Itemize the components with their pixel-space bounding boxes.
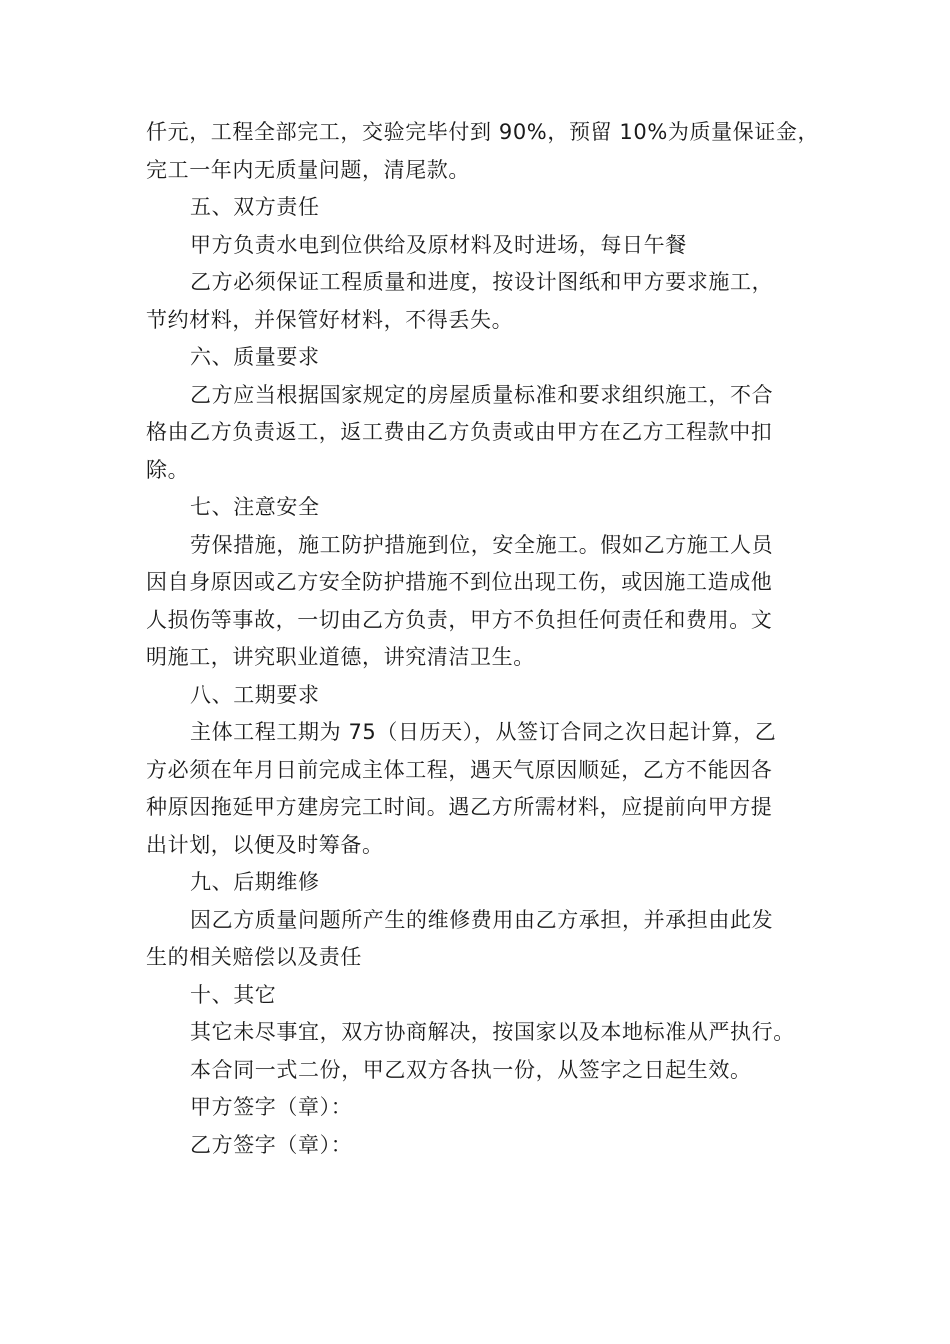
paragraph-5a xyxy=(146,227,826,265)
section-heading-9 xyxy=(146,864,826,902)
paragraph-10b xyxy=(146,1052,826,1090)
paragraph-9a-continued xyxy=(146,939,826,977)
text-line: 方必须在年月日前完成主体工程，遇天气原因顺延，乙方不能因各 xyxy=(146,757,773,782)
heading-text: 六、质量要求 xyxy=(190,345,320,369)
paragraph-8a xyxy=(146,714,826,752)
heading-text: 七、注意安全 xyxy=(190,495,320,519)
text-line: 劳保措施，施工防护措施到位，安全施工。假如乙方施工人员 xyxy=(190,532,774,557)
text-line: 乙方应当根据国家规定的房屋质量标准和要求组织施工，不合 xyxy=(190,382,774,407)
text-line: 主体工程工期为 75（日历天），从签订合同之次日起计算，乙 xyxy=(190,720,777,744)
text-line: 节约材料，并保管好材料，不得丢失。 xyxy=(146,307,514,332)
text-line: 明施工，讲究职业道德，讲究清洁卫生。 xyxy=(146,645,535,669)
text-line: 仟元，工程全部完工，交验完毕付到 90%，预留 10%为质量保证金， xyxy=(146,120,820,144)
paragraph-10a xyxy=(146,1014,826,1052)
text-line: 乙方必须保证工程质量和进度，按设计图纸和甲方要求施工， xyxy=(190,270,774,294)
text-line: 生的相关赔偿以及责任 xyxy=(146,945,362,969)
heading-text: 五、双方责任 xyxy=(190,195,320,219)
signature-label: 乙方签字（章）： xyxy=(190,1132,353,1157)
paragraph-6a-continued xyxy=(146,414,826,489)
paragraph-6a xyxy=(146,377,826,415)
paragraph-9a xyxy=(146,902,826,940)
section-heading-8 xyxy=(146,677,826,715)
heading-text: 八、工期要求 xyxy=(190,682,320,707)
section-heading-7 xyxy=(146,489,826,527)
text-line: 格由乙方负责返工，返工费由乙方负责或由甲方在乙方工程款中扣 xyxy=(146,420,773,444)
signature-party-b xyxy=(146,1127,826,1165)
paragraph-5b-continued xyxy=(146,302,826,340)
section-heading-10 xyxy=(146,977,826,1015)
text-line: 出计划，以便及时筹备。 xyxy=(146,832,384,857)
paragraph-7a-continued xyxy=(146,564,826,677)
section-heading-6 xyxy=(146,339,826,377)
paragraph-7a xyxy=(146,527,826,565)
paragraph-5b xyxy=(146,264,826,302)
heading-text: 九、后期维修 xyxy=(190,870,320,894)
text-line: 人损伤等事故，一切由乙方负责，甲方不负担任何责任和费用。文 xyxy=(146,607,773,632)
text-line: 因乙方质量问题所产生的维修费用由乙方承担，并承担由此发 xyxy=(190,907,774,932)
text-line: 本合同一式二份，甲乙双方各执一份，从签字之日起生效。 xyxy=(190,1057,752,1082)
signature-party-a xyxy=(146,1089,826,1127)
text-line: 完工一年内无质量问题，清尾款。 xyxy=(146,157,470,182)
text-line: 其它未尽事宜，双方协商解决，按国家以及本地标准从严执行。 xyxy=(190,1020,795,1044)
paragraph-8a-continued xyxy=(146,752,826,865)
text-line: 除。 xyxy=(146,457,190,482)
text-line: 甲方负责水电到位供给及原材料及时进场，每日午餐 xyxy=(190,232,687,257)
heading-text: 十、其它 xyxy=(190,982,277,1007)
paragraph-payment-terms xyxy=(146,114,826,189)
text-line: 种原因拖延甲方建房完工时间。遇乙方所需材料，应提前向甲方提 xyxy=(146,795,773,819)
signature-label: 甲方签字（章）： xyxy=(190,1095,353,1119)
document-body xyxy=(146,114,826,1164)
section-heading-5 xyxy=(146,189,826,227)
text-line: 因自身原因或乙方安全防护措施不到位出现工伤，或因施工造成他 xyxy=(146,570,773,594)
